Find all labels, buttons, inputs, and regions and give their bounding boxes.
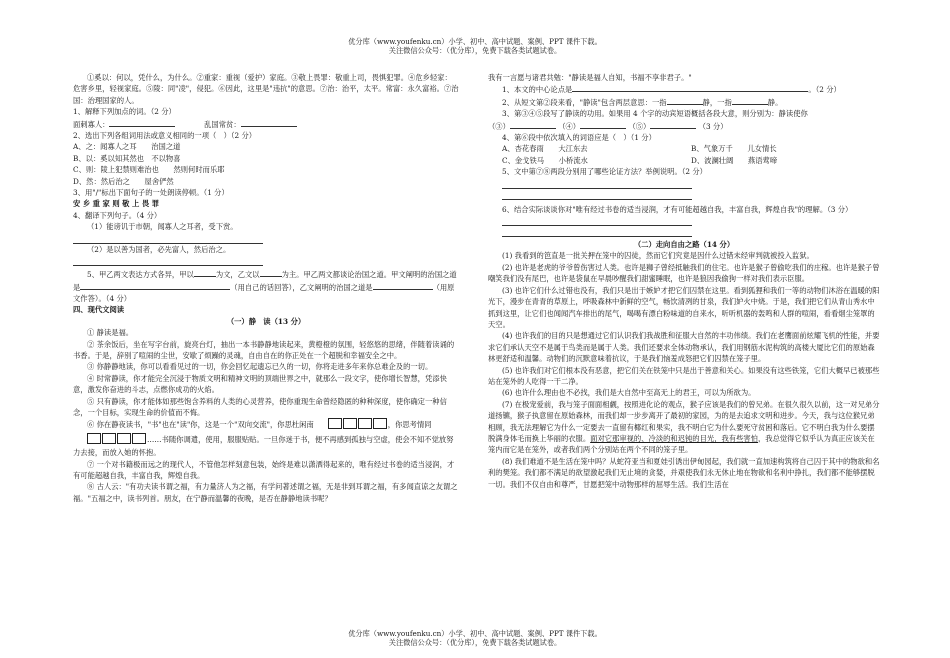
r-question-1: 1、本文的中心论点是 。（2 分） bbox=[502, 85, 841, 95]
r-question-2: 2、从短文第②段来看，"静读"包含两层意思：一指 静，一指 静。 bbox=[502, 97, 783, 107]
left-column bbox=[73, 72, 459, 504]
paragraph-8: ⑧ 古人云："有功夫读书谓之福，有力量济人为之福，有学问著述谓之福，无是非到耳谓之福，有多闻直谅之友谓之福。"五福之中，读书列首。朋友，在宁静而温馨的夜晚，是否在静静地读书呢？ bbox=[73, 482, 458, 503]
question-2: 2、选出下列各组词用法或意义相同的一项（ ）（2 分） bbox=[73, 131, 257, 141]
r-options-row-1 bbox=[488, 143, 880, 154]
answer-blank[interactable] bbox=[732, 96, 768, 105]
answer-blank[interactable] bbox=[650, 120, 696, 129]
r-paragraph-6: (6) 也许什么理由也不必找，我们是大自然中至高无上的君王，可以为所欲为。 bbox=[502, 388, 756, 398]
answer-blank[interactable] bbox=[510, 120, 556, 129]
reading-2-title: （二）走向自由之路（14 分） bbox=[633, 240, 735, 250]
page-header bbox=[0, 37, 950, 55]
option-b: B、气象万千 儿女情长 bbox=[691, 144, 777, 154]
reading-1-title: （一）静 读（13 分） bbox=[226, 316, 306, 326]
translate-sentence-2: （2）是以善为国者，必先富人，然后治之。 bbox=[87, 244, 231, 254]
question-1-blanks: 面刺寡人： 乱国常贫： bbox=[73, 118, 459, 130]
r-question-3-blanks: （③） （④） （⑤） （3 分） bbox=[488, 121, 728, 131]
answer-line[interactable] bbox=[502, 178, 692, 189]
pause-sentence: 安 乡 重 家 则 敬 上 畏 罪 bbox=[73, 199, 159, 209]
answer-blank[interactable] bbox=[667, 96, 703, 105]
option-a: A、杏花春雨 大江东去 bbox=[502, 144, 588, 154]
option-a: A、之：闻寡人之耳 治国之道 bbox=[73, 142, 181, 152]
option-d: D、波澜壮阔 燕语莺啼 bbox=[691, 155, 778, 165]
fill-boxes[interactable] bbox=[314, 418, 388, 432]
r-paragraph-5: (5) 也许我们对它们根本没有恶意，把它们关在铁笼中只是出于善意和关心。如果没有这些铁笼，它们大概早已被那些站在笼外的人吃得一干二净。 bbox=[488, 365, 880, 386]
header-line-1: 优分库（www.youfenku.cn）小学、初中、高中试题、案例、PPT 课件下载。 bbox=[348, 37, 602, 46]
r-paragraph-7: (7) 在极宠爱前，我与笼子面面相觑，按照进化论的观点，猴子应该是我们的曾兄弟。在很久很久以前，这一对兄弟分道扬镳，猴子执意留在原始森林，而我们却一步步离开了最初的家园，为的是去追求文明和进步。今天，我与这位猴兄弟相顾，我无法理解它为什么一定要去一直留有椰红和果实，我不明白它为什么要死守贫困和落后。它不明白我为什么要摆脱满身体毛而换上华丽的衣服。面对它那审视的、冷淡的和迟钝的目光，我有些害怕，我总觉得它似乎认为真正应该关在笼内而它是在笼外，或者我们两个分别站在两个不同的笼子里。 bbox=[488, 399, 880, 455]
fill-boxes[interactable] bbox=[73, 433, 147, 447]
underlined-sentence: 面对它那审视的、冷淡的和迟钝的目光，我有些害怕 bbox=[590, 433, 758, 443]
paragraph-6: ⑥ 你在静夜读书，"书"也在"读"你，这是一个"双向交流"，你思杜闲南 ，你思考情同……书随你调遣，使用，服服贴贴。一旦你迷于书，便不再感到孤独与空虚，使会不知不觉放努力去接，而放入她的怀抱。 bbox=[73, 418, 459, 458]
answer-blank[interactable] bbox=[194, 268, 216, 277]
answer-line[interactable] bbox=[73, 255, 263, 266]
footer-line-2: 关注微信公众号：（优分库），免费下载各类试题试卷。 bbox=[388, 638, 562, 647]
section-4-heading: 四、现代文阅读 bbox=[73, 305, 125, 315]
option-c: C、金戈铁马 小桥流水 bbox=[502, 155, 588, 165]
right-column bbox=[488, 72, 880, 490]
answer-blank[interactable] bbox=[580, 120, 626, 129]
answer-line[interactable] bbox=[502, 189, 692, 200]
reading-intro: 我有一言愿与诸君共勉："静读是福人自知，书福不享非君子。" bbox=[488, 73, 692, 82]
question-3: 3、用"/"标出下面句子的一处朗读停顿。（1 分） bbox=[73, 188, 229, 198]
r-paragraph-8: (8) 我们难道不是生活在笼中吗？从蛇符亚当和夏娃引诱出伊甸园起，我们就一直加速构筑将自己囚于其中的物欲和名利的樊笼。我们都不满足的欲望激起我们无止境的贪婪，并艰使我们永无休止地在物欲和名利中挣扎，我们都不能够摆脱一切。我们不仅自由和尊严，甘愿把笼中动物那样的屈辱生活。我们生活在 bbox=[488, 456, 880, 489]
option-c: C、则：陵上犯禁则难治也 然则何时而乐耶 bbox=[73, 165, 225, 175]
page-footer bbox=[0, 628, 950, 647]
paragraph-7: ⑦ 一个对书籍极而远之的现代人，不管他怎样刻意包装，始终是难以潇洒得起来的，唯有经过书卷的适当浸润，才有可能超越自我，丰富自我，辉煌自我。 bbox=[73, 459, 455, 480]
question-5: 5、甲乙两文表达方式各异，甲以 为文，乙文以 为主。甲乙两文都谈论治国之道。甲文阐明的治国之道是 （用自己的话回答），乙文阐明的治国之道是 （用原文作答）。（4 分） bbox=[73, 270, 457, 303]
answer-blank[interactable] bbox=[241, 118, 297, 127]
r-paragraph-1: (1) 我看到的笆直是一批关押在笼中的囚徒，然而它们究竟是因什么过错未经审判就被投入监狱。 bbox=[502, 251, 814, 261]
paragraph-5: ⑤ 只有静读，你才能体如那些饱含养料的人类的心灵营养，使你重现生命曾经隐匿的种种深度，使你确定一种信念，一个目标，实现生命的价值而不悔。 bbox=[73, 396, 447, 417]
r-question-3: 3、第③④⑤段写了静读的功用。如果用 4 个字的动宾短语概括各段大意，则分别为：静读使你 bbox=[502, 109, 808, 119]
answer-blank[interactable] bbox=[260, 268, 282, 277]
question-1: 1、解释下列加点的词。（2 分） bbox=[73, 107, 176, 117]
r-paragraph-3: (3) 也许它们什么过错也没有，我们只是出于嫉妒才把它们囚禁在这里。看到狐狸和我们一等的动物们沐浴在温暖的阳光下，漫步在青青的草原上，呼吸森林中新鲜的空气，畅饮清冽的甘泉，我们妒火中烧。于是，我们把它们从青山秀水中抓到这里，让它们也闻闻汽车排出的尾气，喝喝有漂白粉味道的自来水，听听机器的轰鸣和人群的喧闹，看看烟尘笼罩的天空。 bbox=[488, 285, 880, 329]
translate-sentence-1: （1）能谤讥于市朝，闻寡人之耳者，受下赏。 bbox=[87, 222, 238, 232]
paragraph-1: ① 静读是福。 bbox=[87, 328, 134, 338]
option-d: D、然：然后治之 屋舍俨然 bbox=[73, 176, 174, 186]
answer-line[interactable] bbox=[502, 215, 692, 226]
r-question-4: 4、第⑥段中依次填入的词语应是（ ）（1 分） bbox=[502, 133, 656, 143]
answer-blank[interactable] bbox=[373, 281, 433, 290]
answer-blank[interactable] bbox=[109, 118, 175, 127]
footer-line-1: 优分库（www.youfenku.cn）小学、初中、高中试题、案例、PPT 课件下载。 bbox=[348, 629, 602, 638]
answer-blank[interactable] bbox=[572, 83, 808, 92]
paragraph-4: ④ 时常静读，你才能完全沉浸于物质文明和精神文明的顶端世界之中，就那么一段文字，使你增长智慧，凭添快意，激发你奋进的斗志，点燃你成功的火焰。 bbox=[73, 373, 447, 395]
classical-notes: ①奚以：何以，凭什么，为什么。②重家：重视（爱护）家庭。③敬上畏罪：敬重上司，畏惧犯罪。④危乡轻家：危害乡里，轻视家庭。⑤陵：同"凌"，侵犯。⑥因此，这里是"违抗"的意思。⑦治：治平，太平。常富：永久富裕。⑦治国：治理国家的人。 bbox=[73, 73, 459, 105]
paragraph-3: ③ 你静静地读，你可以看看见过的一切，你会回忆起遗忘已久的一切，你将走进多年来你总难企及的一切。 bbox=[87, 362, 433, 372]
r-paragraph-2: (2) 也许是老虎的爷爷曾伤害过人类。也许是狮子曾经抵触我们的住宅。也许是猴子曾偷吃我们的庄稼。也许是猴子曾嘲笑我们没有尾巴，也许是袋鼠在早晨吵醒我们甜蜜睡眠，也许是狼因我偷狗一样对我们表示臣服。 bbox=[488, 262, 880, 284]
r-paragraph-4: (4) 也许我们的目的只是想通过它们认识我们我战胜和征服大自然的丰功伟绩。我们在老鹰面前炫耀飞机的性能，并要求它们承认天空不是属于鸟类而是属于人类。我们还要求全体动物承认，我们用钢筋水泥构筑的高楼大厦比它们的原始森林更舒适和温馨。动物们的沉默意味着抗议，于是我们恼羞成怒把它们囚禁在笼子里。 bbox=[488, 331, 880, 364]
r-question-6: 6、结合实际谈谈你对"唯有经过书卷的适当浸润，才有可能超越自我，丰富自我，辉煌自我"的理解。（3 分） bbox=[502, 204, 853, 214]
answer-blank[interactable] bbox=[80, 281, 230, 290]
r-question-5: 5、文中第⑦⑧两段分别用了哪些论证方法？举例说明。（2 分） bbox=[502, 167, 707, 177]
paragraph-2: ② 茶余饭后，坐在写字台前，旋亮台灯，抽出一本书静静地读起来，黄橙橙的氛围，轻悠悠的思绪，伴随着读诵的书香。于是，辞别了喧闹的尘世，安歇了烦躁的灵魂，自由自在的你正处在一个超脱和幸福安全之中。 bbox=[73, 339, 455, 360]
question-4: 4、翻译下列句子。（4 分） bbox=[73, 210, 162, 220]
answer-line[interactable] bbox=[502, 226, 692, 237]
header-line-2: 关注微信公众号：（优分库），免费下载各类试题试卷。 bbox=[388, 46, 562, 55]
option-b: B、以：奚以知其然也 不以物喜 bbox=[73, 153, 181, 163]
answer-line[interactable] bbox=[73, 233, 263, 244]
r-options-row-2 bbox=[488, 155, 880, 166]
